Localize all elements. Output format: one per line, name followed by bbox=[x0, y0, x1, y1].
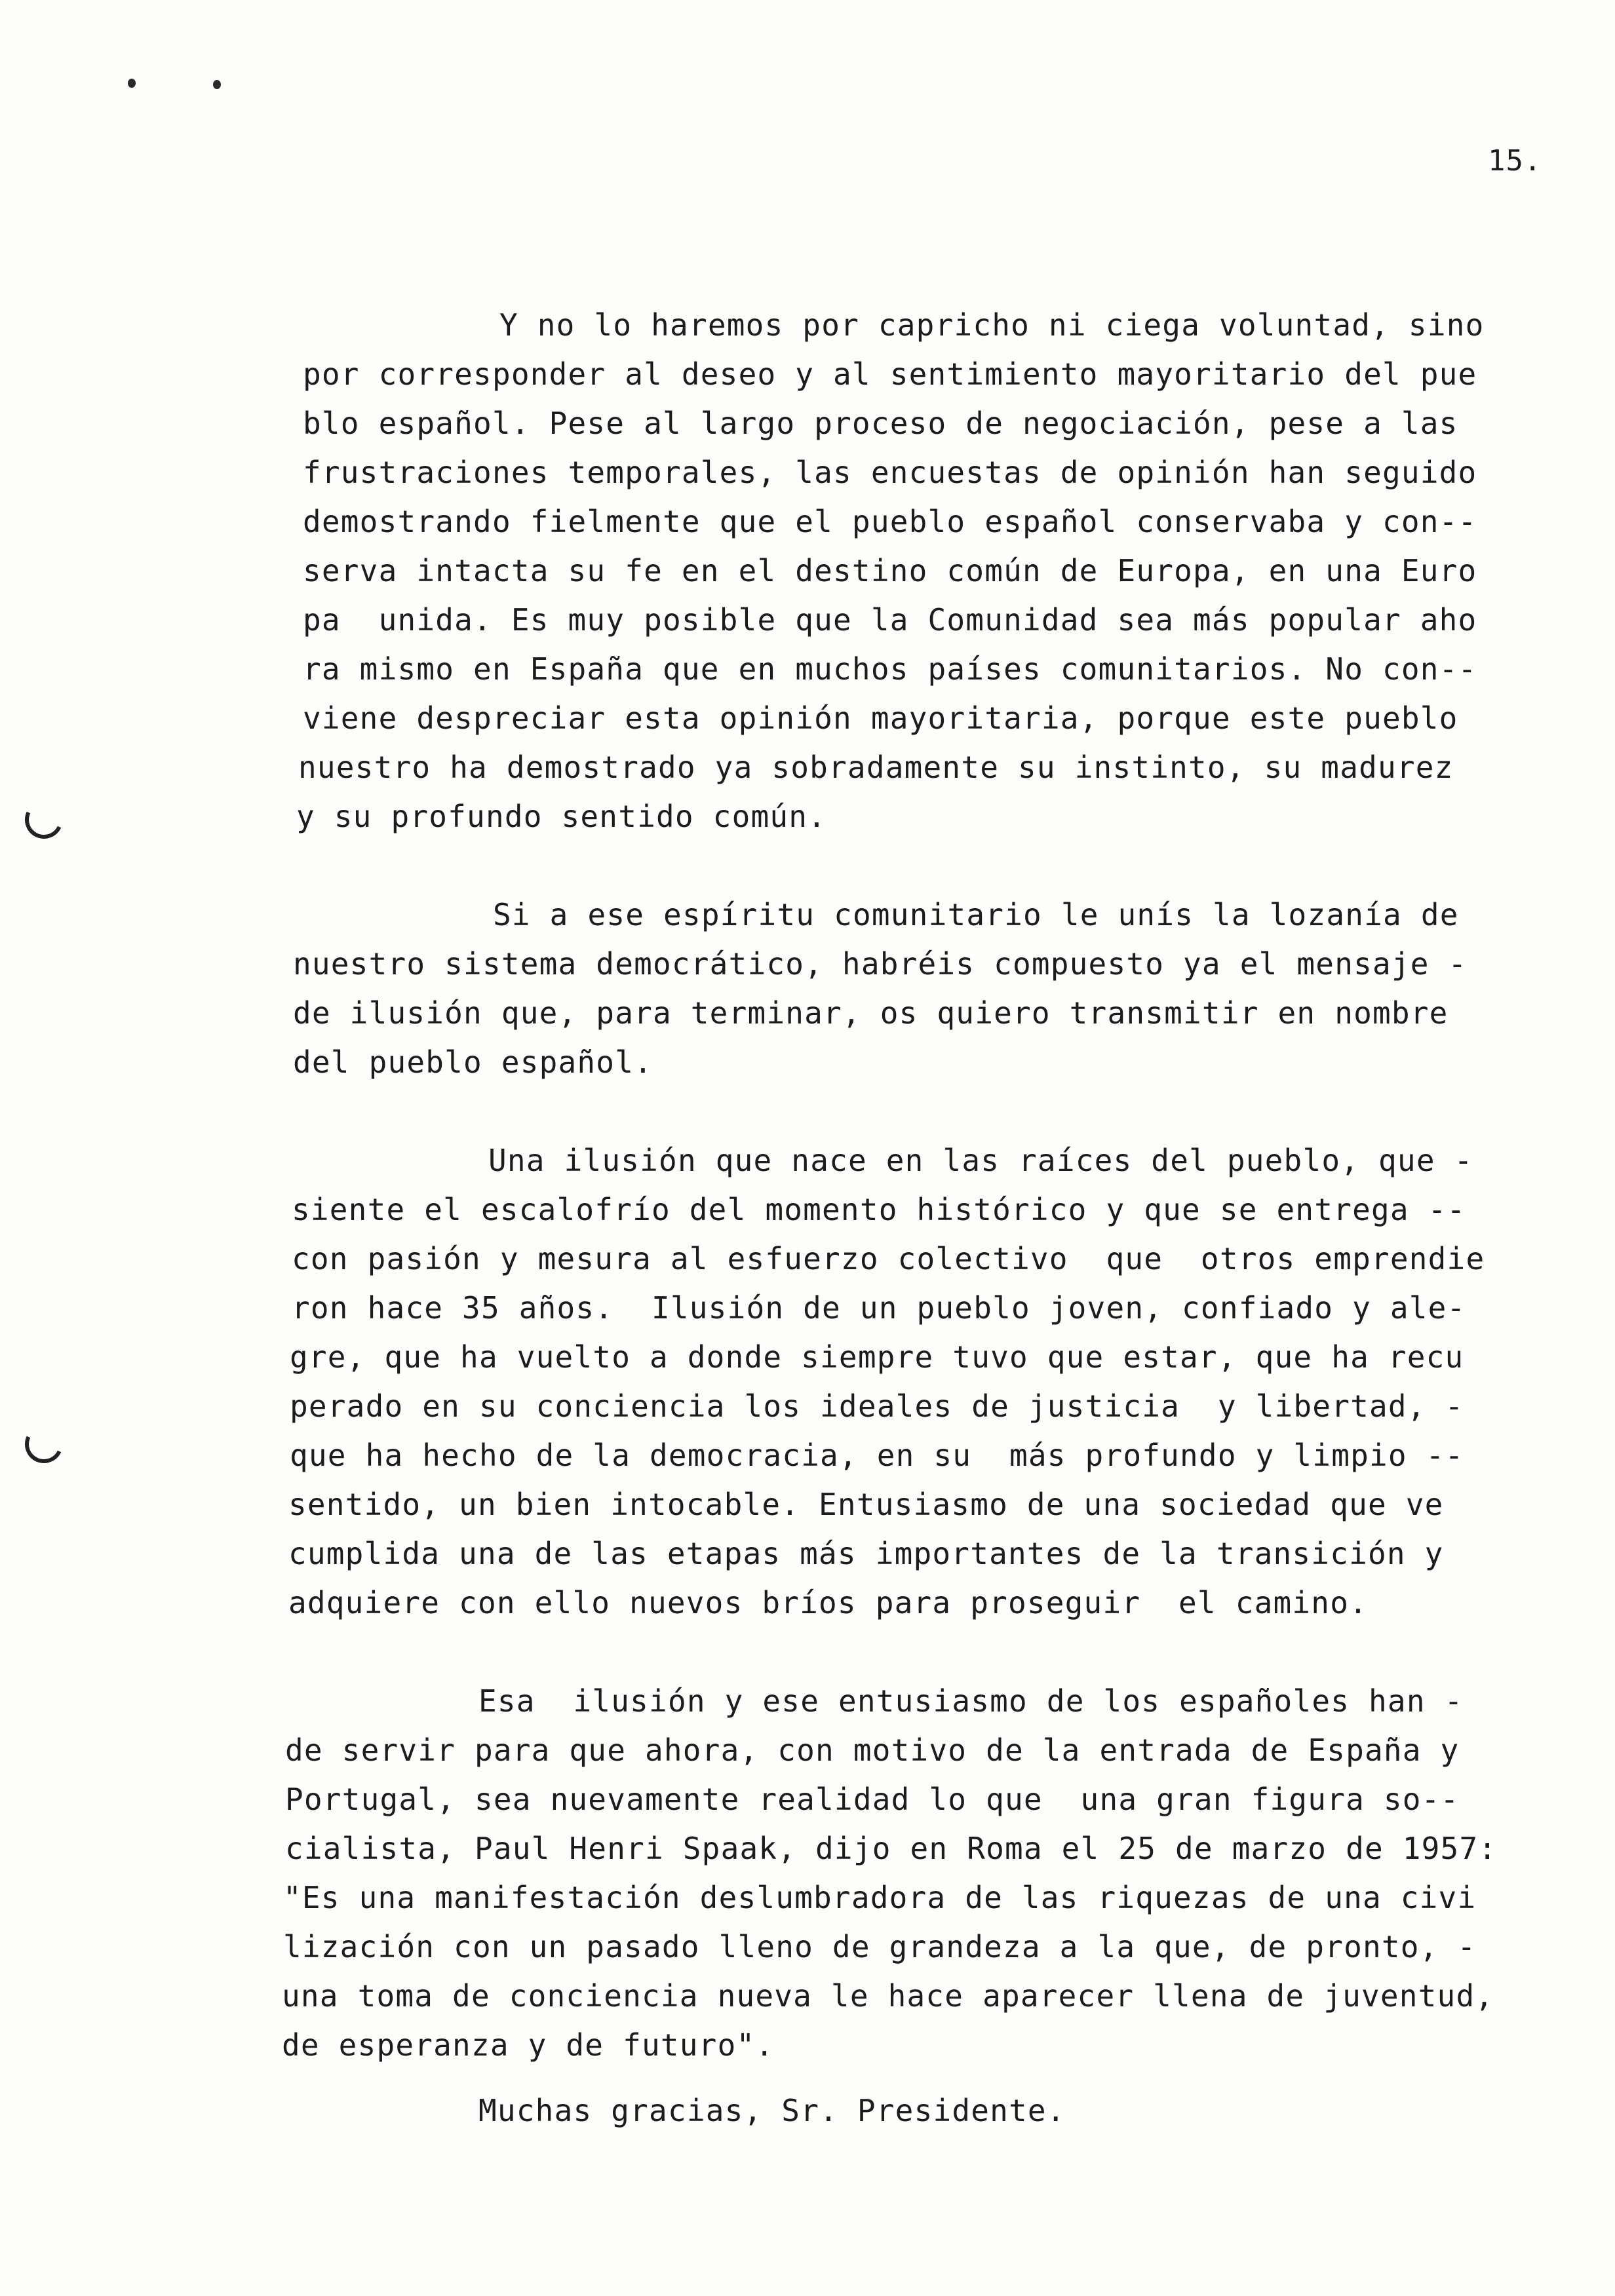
ink-mark bbox=[128, 79, 136, 88]
punch-hole-mark bbox=[20, 1420, 68, 1468]
text-line: perado en su conciencia los ideales de justicia y libertad, - bbox=[290, 1388, 1464, 1424]
text-line: por corresponder al deseo y al sentimiento mayoritario del pue bbox=[303, 356, 1477, 392]
text-line: cumplida una de las etapas más importantes de la transición y bbox=[288, 1536, 1444, 1571]
text-line: ra mismo en España que en muchos países comunitarios. No con-- bbox=[303, 651, 1477, 687]
text-line: una toma de conciencia nueva le hace aparecer llena de juventud, bbox=[282, 1978, 1494, 2014]
text-line: pa unida. Es muy posible que la Comunidad sea más popular aho bbox=[303, 602, 1477, 638]
text-line: del pueblo español. bbox=[293, 1044, 653, 1080]
text-line: gre, que ha vuelto a donde siempre tuvo que estar, que ha recu bbox=[290, 1339, 1464, 1375]
text-line: de ilusión que, para terminar, os quiero transmitir en nombre bbox=[293, 995, 1449, 1031]
text-line: demostrando fielmente que el pueblo español conservaba y con-- bbox=[303, 504, 1477, 539]
text-line: sentido, un bien intocable. Entusiasmo de una sociedad que ve bbox=[288, 1487, 1444, 1522]
text-line: serva intacta su fe en el destino común de Europa, en una Euro bbox=[303, 553, 1477, 588]
text-line: "Es una manifestación deslumbradora de las riquezas de una civi bbox=[283, 1880, 1477, 1915]
text-line: y su profundo sentido común. bbox=[296, 799, 827, 834]
text-line: lización con un pasado lleno de grandeza a la que, de pronto, - bbox=[283, 1929, 1477, 1964]
text-line: Esa ilusión y ese entusiasmo de los españoles han - bbox=[478, 1683, 1464, 1719]
text-line: viene despreciar esta opinión mayoritaria, porque este pueblo bbox=[303, 700, 1458, 736]
text-line: nuestro sistema democrático, habréis compuesto ya el mensaje - bbox=[293, 946, 1468, 982]
text-line: frustraciones temporales, las encuestas de opinión han seguido bbox=[303, 455, 1477, 490]
text-line: siente el escalofrío del momento histórico y que se entrega -- bbox=[292, 1192, 1466, 1227]
text-line: ron hace 35 años. Ilusión de un pueblo joven, confiado y ale- bbox=[292, 1290, 1466, 1326]
page-number: 15. bbox=[1488, 144, 1542, 178]
text-line: cialista, Paul Henri Spaak, dijo en Roma el 25 de marzo de 1957: bbox=[285, 1831, 1498, 1866]
text-line: que ha hecho de la democracia, en su más profundo y limpio -- bbox=[290, 1438, 1464, 1473]
punch-hole-mark bbox=[20, 795, 68, 844]
text-line: de esperanza y de futuro". bbox=[282, 2027, 775, 2063]
text-line: de servir para que ahora, con motivo de la entrada de España y bbox=[285, 1732, 1460, 1768]
text-line: Portugal, sea nuevamente realidad lo que una gran figura so-- bbox=[285, 1782, 1460, 1817]
text-line: Una ilusión que nace en las raíces del pueblo, que - bbox=[488, 1143, 1473, 1178]
text-line: Si a ese espíritu comunitario le unís la lozanía de bbox=[493, 897, 1459, 932]
text-line: Muchas gracias, Sr. Presidente. bbox=[478, 2093, 1066, 2128]
text-line: Y no lo haremos por capricho ni ciega voluntad, sino bbox=[499, 307, 1485, 343]
text-line: con pasión y mesura al esfuerzo colectivo que otros emprendie bbox=[292, 1241, 1485, 1276]
text-line: adquiere con ello nuevos bríos para proseguir el camino. bbox=[288, 1585, 1368, 1620]
text-line: blo español. Pese al largo proceso de negociación, pese a las bbox=[303, 406, 1458, 441]
ink-mark bbox=[213, 80, 221, 89]
text-line: nuestro ha demostrado ya sobradamente su instinto, su madurez bbox=[298, 750, 1454, 785]
